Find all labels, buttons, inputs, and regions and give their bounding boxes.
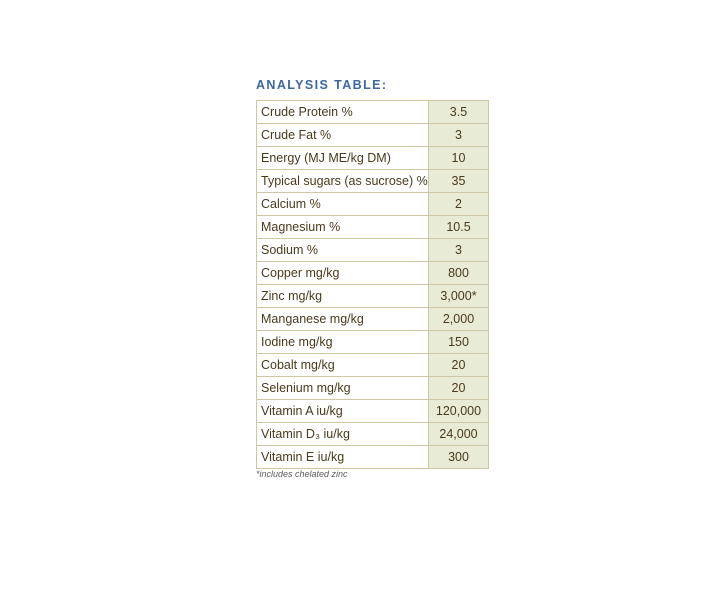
row-label: Magnesium % [257,216,429,239]
row-value: 35 [429,170,489,193]
row-value: 2 [429,193,489,216]
row-label: Calcium % [257,193,429,216]
row-value: 300 [429,446,489,469]
table-row [257,400,489,423]
table-row [257,331,489,354]
table-title: ANALYSIS TABLE: [256,78,388,92]
table-row [257,170,489,193]
row-label: Iodine mg/kg [257,331,429,354]
row-value: 10.5 [429,216,489,239]
row-label: Crude Fat % [257,124,429,147]
table-row [257,285,489,308]
row-value: 3.5 [429,101,489,124]
row-label: Typical sugars (as sucrose) % [257,170,429,193]
row-label: Vitamin A iu/kg [257,400,429,423]
row-value: 3 [429,239,489,262]
row-label: Manganese mg/kg [257,308,429,331]
row-label: Energy (MJ ME/kg DM) [257,147,429,170]
footnote: *includes chelated zinc [256,469,348,479]
row-label: Vitamin E iu/kg [257,446,429,469]
row-label: Vitamin D₃ iu/kg [257,423,429,446]
table-row [257,147,489,170]
table-row [257,101,489,124]
row-value: 120,000 [429,400,489,423]
row-label: Zinc mg/kg [257,285,429,308]
table-row [257,354,489,377]
table-row [257,262,489,285]
table-row [257,377,489,400]
row-label: Sodium % [257,239,429,262]
row-value: 10 [429,147,489,170]
row-value: 800 [429,262,489,285]
table-row [257,193,489,216]
table-row [257,423,489,446]
row-value: 3,000* [429,285,489,308]
row-label: Cobalt mg/kg [257,354,429,377]
table-row [257,124,489,147]
table-row [257,308,489,331]
row-value: 2,000 [429,308,489,331]
analysis-table [256,100,489,469]
row-value: 20 [429,377,489,400]
row-value: 150 [429,331,489,354]
table-row [257,446,489,469]
row-label: Crude Protein % [257,101,429,124]
row-label: Selenium mg/kg [257,377,429,400]
row-value: 24,000 [429,423,489,446]
table-row [257,239,489,262]
row-value: 20 [429,354,489,377]
table-row [257,216,489,239]
row-label: Copper mg/kg [257,262,429,285]
row-value: 3 [429,124,489,147]
